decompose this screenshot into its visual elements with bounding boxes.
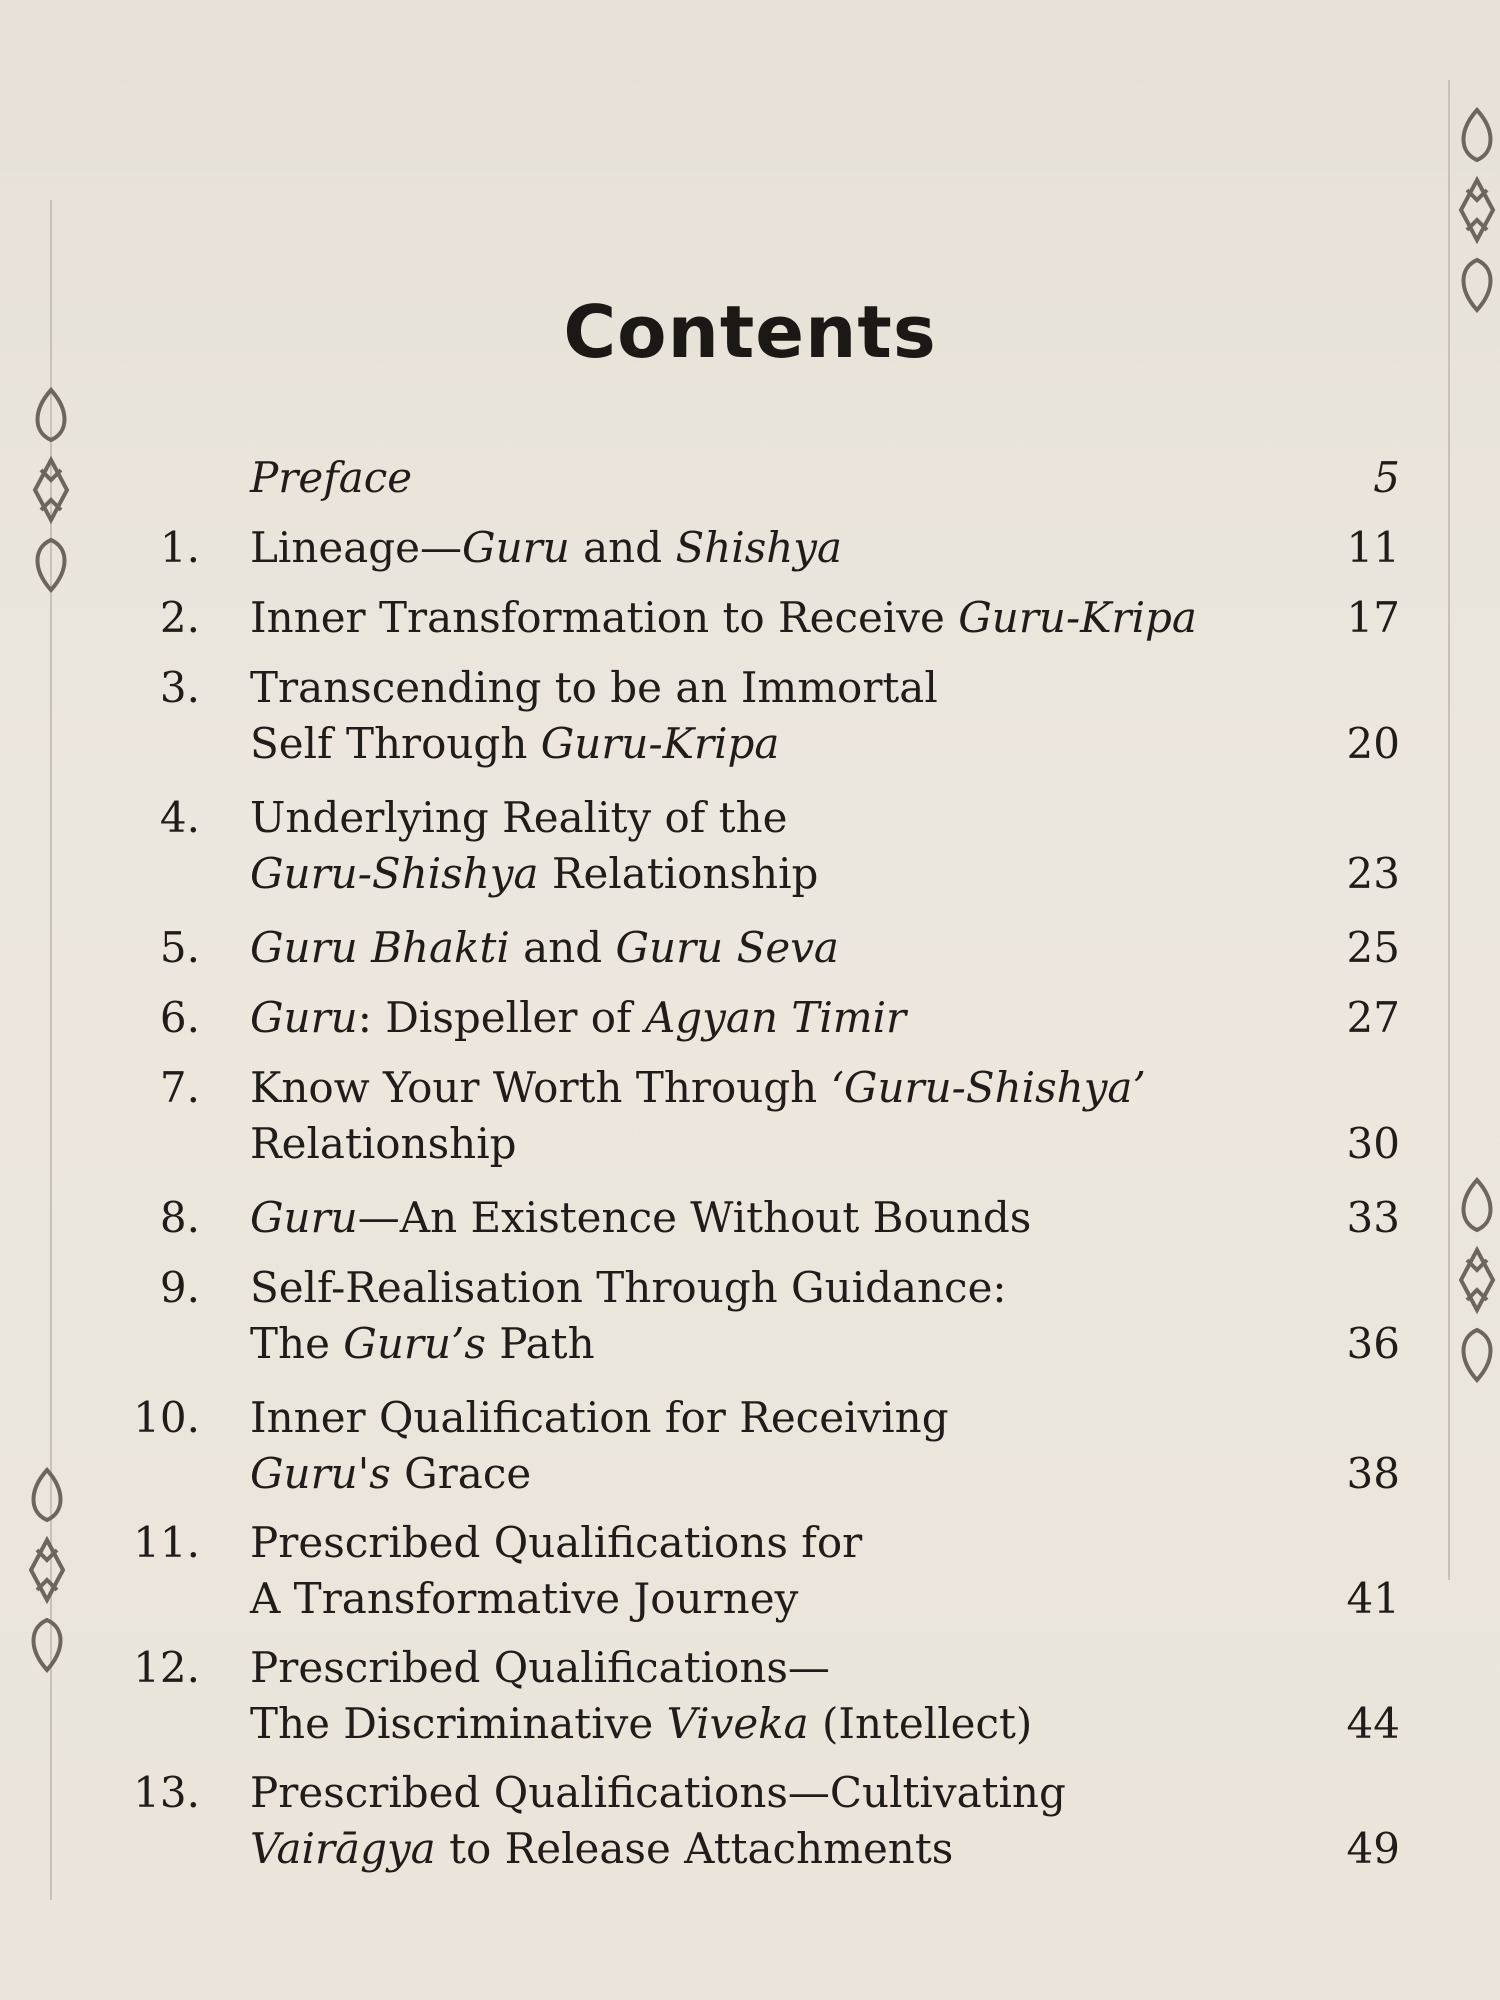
entry-text-segment: Agyan Timir <box>644 993 907 1042</box>
entry-text-segment: Prescribed Qualifications for <box>250 1518 863 1567</box>
entry-title-line2 <box>250 846 1320 902</box>
entry-text-segment: Guru-Kripa <box>958 593 1197 642</box>
entry-text-segment: Self-Realisation Through Guidance: <box>250 1263 1007 1312</box>
entry-title-line2 <box>250 1446 1320 1502</box>
entry-text-segment: Know Your Worth Through <box>250 1063 831 1112</box>
entry-number: 2. <box>159 593 200 642</box>
entry-page-number: 33 <box>1346 1193 1400 1242</box>
entry-text-segment: : Dispeller of <box>357 993 645 1042</box>
entry-title-line1 <box>250 1190 1320 1246</box>
entry-text-segment: Guru Seva <box>615 923 839 972</box>
entry-number: 3. <box>159 663 200 712</box>
page-title: Contents <box>563 290 937 374</box>
entry-text-segment: The <box>250 1319 344 1368</box>
entry-text-segment: Grace <box>390 1449 532 1498</box>
entry-title-line2 <box>250 716 1320 772</box>
entry-title-line2 <box>250 1696 1320 1752</box>
entry-title-line1 <box>250 1765 1320 1821</box>
preface-label: Preface <box>250 453 413 502</box>
entry-title-line1 <box>250 520 1320 576</box>
entry-page-number: 23 <box>1346 849 1400 898</box>
entry-page-number: 11 <box>1346 523 1400 572</box>
entry-number: 9. <box>159 1263 200 1312</box>
entry-page-number: 30 <box>1346 1119 1400 1168</box>
entry-title-line1 <box>250 1515 1320 1571</box>
entry-text-segment: The Discriminative <box>250 1699 667 1748</box>
entry-text-segment: Prescribed Qualifications— <box>250 1643 830 1692</box>
entry-text-segment: Guru’s <box>343 1319 486 1368</box>
entry-title-line2 <box>250 1571 1320 1627</box>
entry-title-line2 <box>250 1116 1320 1172</box>
entry-page-number: 49 <box>1346 1824 1400 1873</box>
entry-text-segment: Transcending to be an Immortal <box>250 663 938 712</box>
entry-page-number: 38 <box>1346 1449 1400 1498</box>
entry-text-segment: Guru-Kripa <box>540 719 780 768</box>
entry-title-line1 <box>250 1060 1320 1116</box>
entry-text-segment: Shishya <box>675 523 843 572</box>
entry-page-number: 20 <box>1346 719 1400 768</box>
entry-title-line1 <box>250 1640 1320 1696</box>
entry-title-line2 <box>250 1316 1320 1372</box>
entry-text-segment: Guru <box>250 1193 358 1242</box>
entry-text-segment: Inner Transformation to Receive <box>250 593 959 642</box>
entry-title-line1 <box>250 660 1320 716</box>
entry-text-segment: and <box>509 923 616 972</box>
entry-text-segment: Vairāgya <box>250 1824 436 1873</box>
entry-page-number: 44 <box>1346 1699 1400 1748</box>
entry-text-segment: Relationship <box>538 849 819 898</box>
entry-text-segment: A Transformative Journey <box>250 1574 799 1623</box>
entry-number: 7. <box>159 1063 200 1112</box>
entry-text-segment: —An Existence Without Bounds <box>357 1193 1032 1242</box>
entry-title-line1 <box>250 590 1320 646</box>
entry-page-number: 27 <box>1346 993 1400 1042</box>
preface-page: 5 <box>1373 453 1400 502</box>
entry-text-segment: Guru-Shishya <box>250 849 539 898</box>
entry-number: 11. <box>133 1518 200 1567</box>
entry-number: 6. <box>159 993 200 1042</box>
entry-text-segment: Guru <box>462 523 570 572</box>
entry-title-line1 <box>250 990 1320 1046</box>
entry-text-segment: Path <box>485 1319 595 1368</box>
entry-title-line1 <box>250 1390 1320 1446</box>
entry-number: 13. <box>133 1768 200 1817</box>
entry-title-line1 <box>250 790 1320 846</box>
entry-text-segment: Prescribed Qualifications—Cultivating <box>250 1768 1066 1817</box>
entry-page-number: 17 <box>1346 593 1400 642</box>
entry-page-number: 36 <box>1346 1319 1400 1368</box>
entry-text-segment: Self Through <box>250 719 541 768</box>
entry-text-segment: ‘Guru-Shishya’ <box>830 1063 1146 1112</box>
entry-text-segment: Lineage— <box>250 523 463 572</box>
entry-number: 10. <box>133 1393 200 1442</box>
entry-page-number: 41 <box>1346 1574 1400 1623</box>
entry-text-segment: (Intellect) <box>808 1699 1033 1748</box>
entry-text-segment: Viveka <box>666 1699 809 1748</box>
entry-text-segment: to Release Attachments <box>435 1824 954 1873</box>
right-lower-ornament-icon <box>1445 1160 1500 1400</box>
entry-number: 4. <box>159 793 200 842</box>
entry-title-line2 <box>250 1821 1320 1877</box>
entry-number: 5. <box>159 923 200 972</box>
entry-text-segment: Underlying Reality of the <box>250 793 788 842</box>
entry-title-line1 <box>250 1260 1320 1316</box>
entry-number: 12. <box>133 1643 200 1692</box>
entry-text-segment: Relationship <box>250 1119 517 1168</box>
entry-text-segment: Inner Qualification for Receiving <box>250 1393 949 1442</box>
entry-text-segment: Guru Bhakti <box>250 923 510 972</box>
entry-number: 8. <box>159 1193 200 1242</box>
entry-text-segment: Guru <box>250 993 358 1042</box>
entry-number: 1. <box>159 523 200 572</box>
entry-page-number: 25 <box>1346 923 1400 972</box>
entry-text-segment: and <box>569 523 676 572</box>
entry-title-line1 <box>250 920 1320 976</box>
entry-text-segment: Guru's <box>250 1449 391 1498</box>
